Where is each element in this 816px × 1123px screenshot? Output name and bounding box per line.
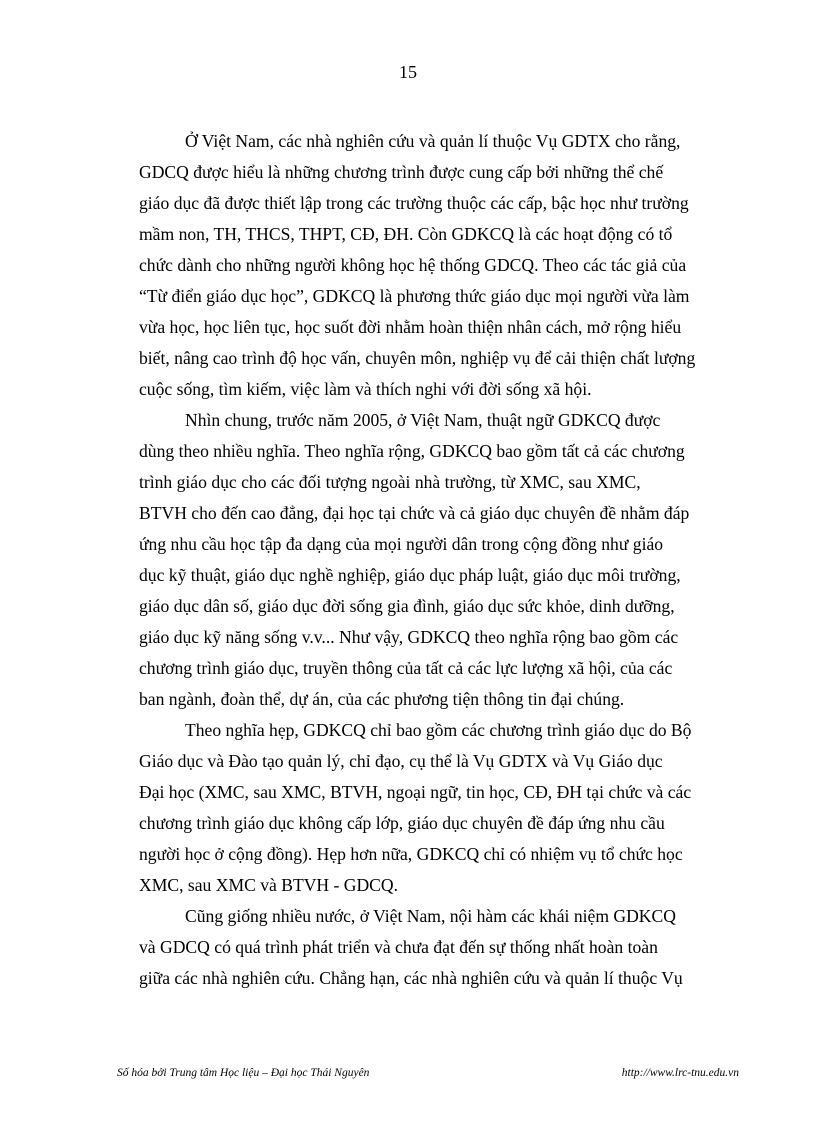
document-body xyxy=(139,126,739,994)
paragraph-2: Nhìn chung, trước năm 2005, ở Việt Nam, thuật ngữ GDKCQ được dùng theo nhiều nghĩa. Theo nghĩa rộng, GDKCQ bao gồm tất cả các chương trình giáo dục cho các đối tượng ngoài nhà trường, từ XMC, sau XMC, BTVH cho đến cao đẳng, đại học tại chức và cả giáo dục chuyên đề nhằm đáp ứng nhu cầu học tập đa dạng của mọi người dân trong cộng đồng như giáo dục kỹ thuật, giáo dục nghề nghiệp, giáo dục pháp luật, giáo dục môi trường, giáo dục dân số, giáo dục đời sống gia đình, giáo dục sức khỏe, dinh dưỡng, giáo dục kỹ năng sống v.v... Như vậy, GDKCQ theo nghĩa rộng bao gồm các chương trình giáo dục, truyền thông của tất cả các lực lượng xã hội, của các ban ngành, đoàn thể, dự án, của các phương tiện thông tin đại chúng. xyxy=(139,410,690,709)
paragraph-3: Theo nghĩa hẹp, GDKCQ chỉ bao gồm các chương trình giáo dục do Bộ Giáo dục và Đào tạo quản lý, chỉ đạo, cụ thể là Vụ GDTX và Vụ Giáo dục Đại học (XMC, sau XMC, BTVH, ngoại ngữ, tin học, CĐ, ĐH tại chức và các chương trình giáo dục không cấp lớp, giáo dục chuyên đề đáp ứng nhu cầu người học ở cộng đồng). Hẹp hơn nữa, GDKCQ chỉ có nhiệm vụ tổ chức học XMC, sau XMC và BTVH - GDCQ. xyxy=(139,720,692,895)
paragraph-1: Ở Việt Nam, các nhà nghiên cứu và quản lí thuộc Vụ GDTX cho rằng, GDCQ được hiểu là những chương trình được cung cấp bởi những thể chế giáo dục đã được thiết lập trong các trường thuộc các cấp, bậc học như trường mầm non, TH, THCS, THPT, CĐ, ĐH. Còn GDKCQ là các hoạt động có tổ chức dành cho những người không học hệ thống GDCQ. Theo các tác giả của “Từ điển giáo dục học”, GDKCQ là phương thức giáo dục mọi người vừa làm vừa học, học liên tục, học suốt đời nhằm hoàn thiện nhân cách, mở rộng hiểu biết, nâng cao trình độ học vấn, chuyên môn, nghiệp vụ để cải thiện chất lượng cuộc sống, tìm kiếm, việc làm và thích nghi với đời sống xã hội. xyxy=(139,131,696,399)
paragraph-4: Cũng giống nhiều nước, ở Việt Nam, nội hàm các khái niệm GDKCQ và GDCQ có quá trình phát triển và chưa đạt đến sự thống nhất hoàn toàn giữa các nhà nghiên cứu. Chẳng hạn, các nhà nghiên cứu và quản lí thuộc Vụ xyxy=(139,906,683,988)
page-number: 15 xyxy=(399,62,417,82)
footer-credit: Số hóa bởi Trung tâm Học liệu – Đại học Thái Nguyên xyxy=(117,1067,370,1079)
footer-url[interactable]: http://www.lrc-tnu.edu.vn xyxy=(621,1067,739,1079)
